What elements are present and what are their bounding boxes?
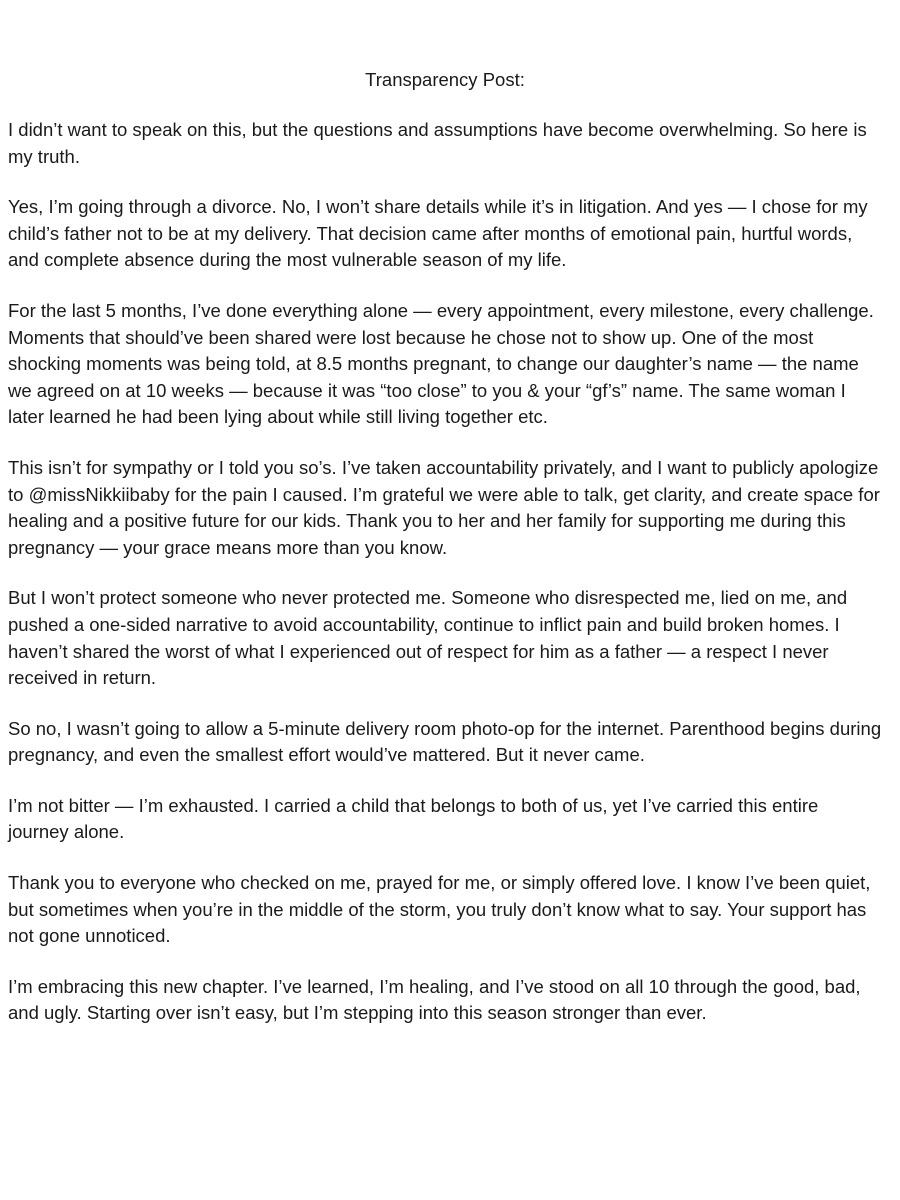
paragraph-new-chapter: I’m embracing this new chapter. I’ve learned, I’m healing, and I’ve stood on all 10 through the good, bad, and ugly. Starting over isn’t easy, but I’m stepping into this season stronger than ever. — [8, 975, 861, 1024]
paragraph-apology: This isn’t for sympathy or I told you so’s. I’ve taken accountability privately, and I want to publicly apologize to @missNikkiibaby for the pain I caused. I’m grateful we were able to talk, get clarity, and create space for healing and a positive future for our kids. Thank you to her and her family for supporting me during this pregnancy — your grace means more than you know. — [8, 456, 880, 558]
paragraph-exhausted: I’m not bitter — I’m exhausted. I carried a child that belongs to both of us, yet I’ve carried this entire journey alone. — [8, 794, 819, 843]
paragraph-intro: I didn’t want to speak on this, but the questions and assumptions have become overwhelming. So here is my truth. — [8, 119, 867, 167]
paragraph-thanks: Thank you to everyone who checked on me, prayed for me, or simply offered love. I know I’ve been quiet, but sometimes when you’re in the middle of the storm, you truly don’t know what to say. Your support has not gone unnoticed. — [8, 872, 871, 947]
paragraph-protection: But I won’t protect someone who never protected me. Someone who disrespected me, lied on me, and pushed a one-sided narrative to avoid accountability, continue to inflict pain and build broken homes. I haven’t shared the worst of what I experienced out of respect for him as a father — a respect I never received in return. — [8, 587, 848, 689]
paragraph-last-five-months: For the last 5 months, I’ve done everything alone — every appointment, every milestone, every challenge. Moments that should’ve been shared were lost because he chose not to show up. One of the most shocking moments was being told, at 8.5 months pregnant, to change our daughter’s name — the name we agreed on at 10 weeks — because it was “too close” to you & your “gf’s” name. The same woman I later learned he had been lying about while still living together etc. — [8, 299, 874, 428]
document-title: Transparency Post: — [365, 69, 525, 90]
paragraph-delivery-room: So no, I wasn’t going to allow a 5-minute delivery room photo-op for the internet. Parenthood begins during pregnancy, and even the smallest effort would’ve mattered. But it never came. — [8, 717, 882, 766]
paragraph-divorce: Yes, I’m going through a divorce. No, I won’t share details while it’s in litigation. And yes — I chose for my child’s father not to be at my delivery. That decision came after months of emotional pain, hurtful words, and complete absence during the most vulnerable season of my life. — [8, 196, 868, 271]
